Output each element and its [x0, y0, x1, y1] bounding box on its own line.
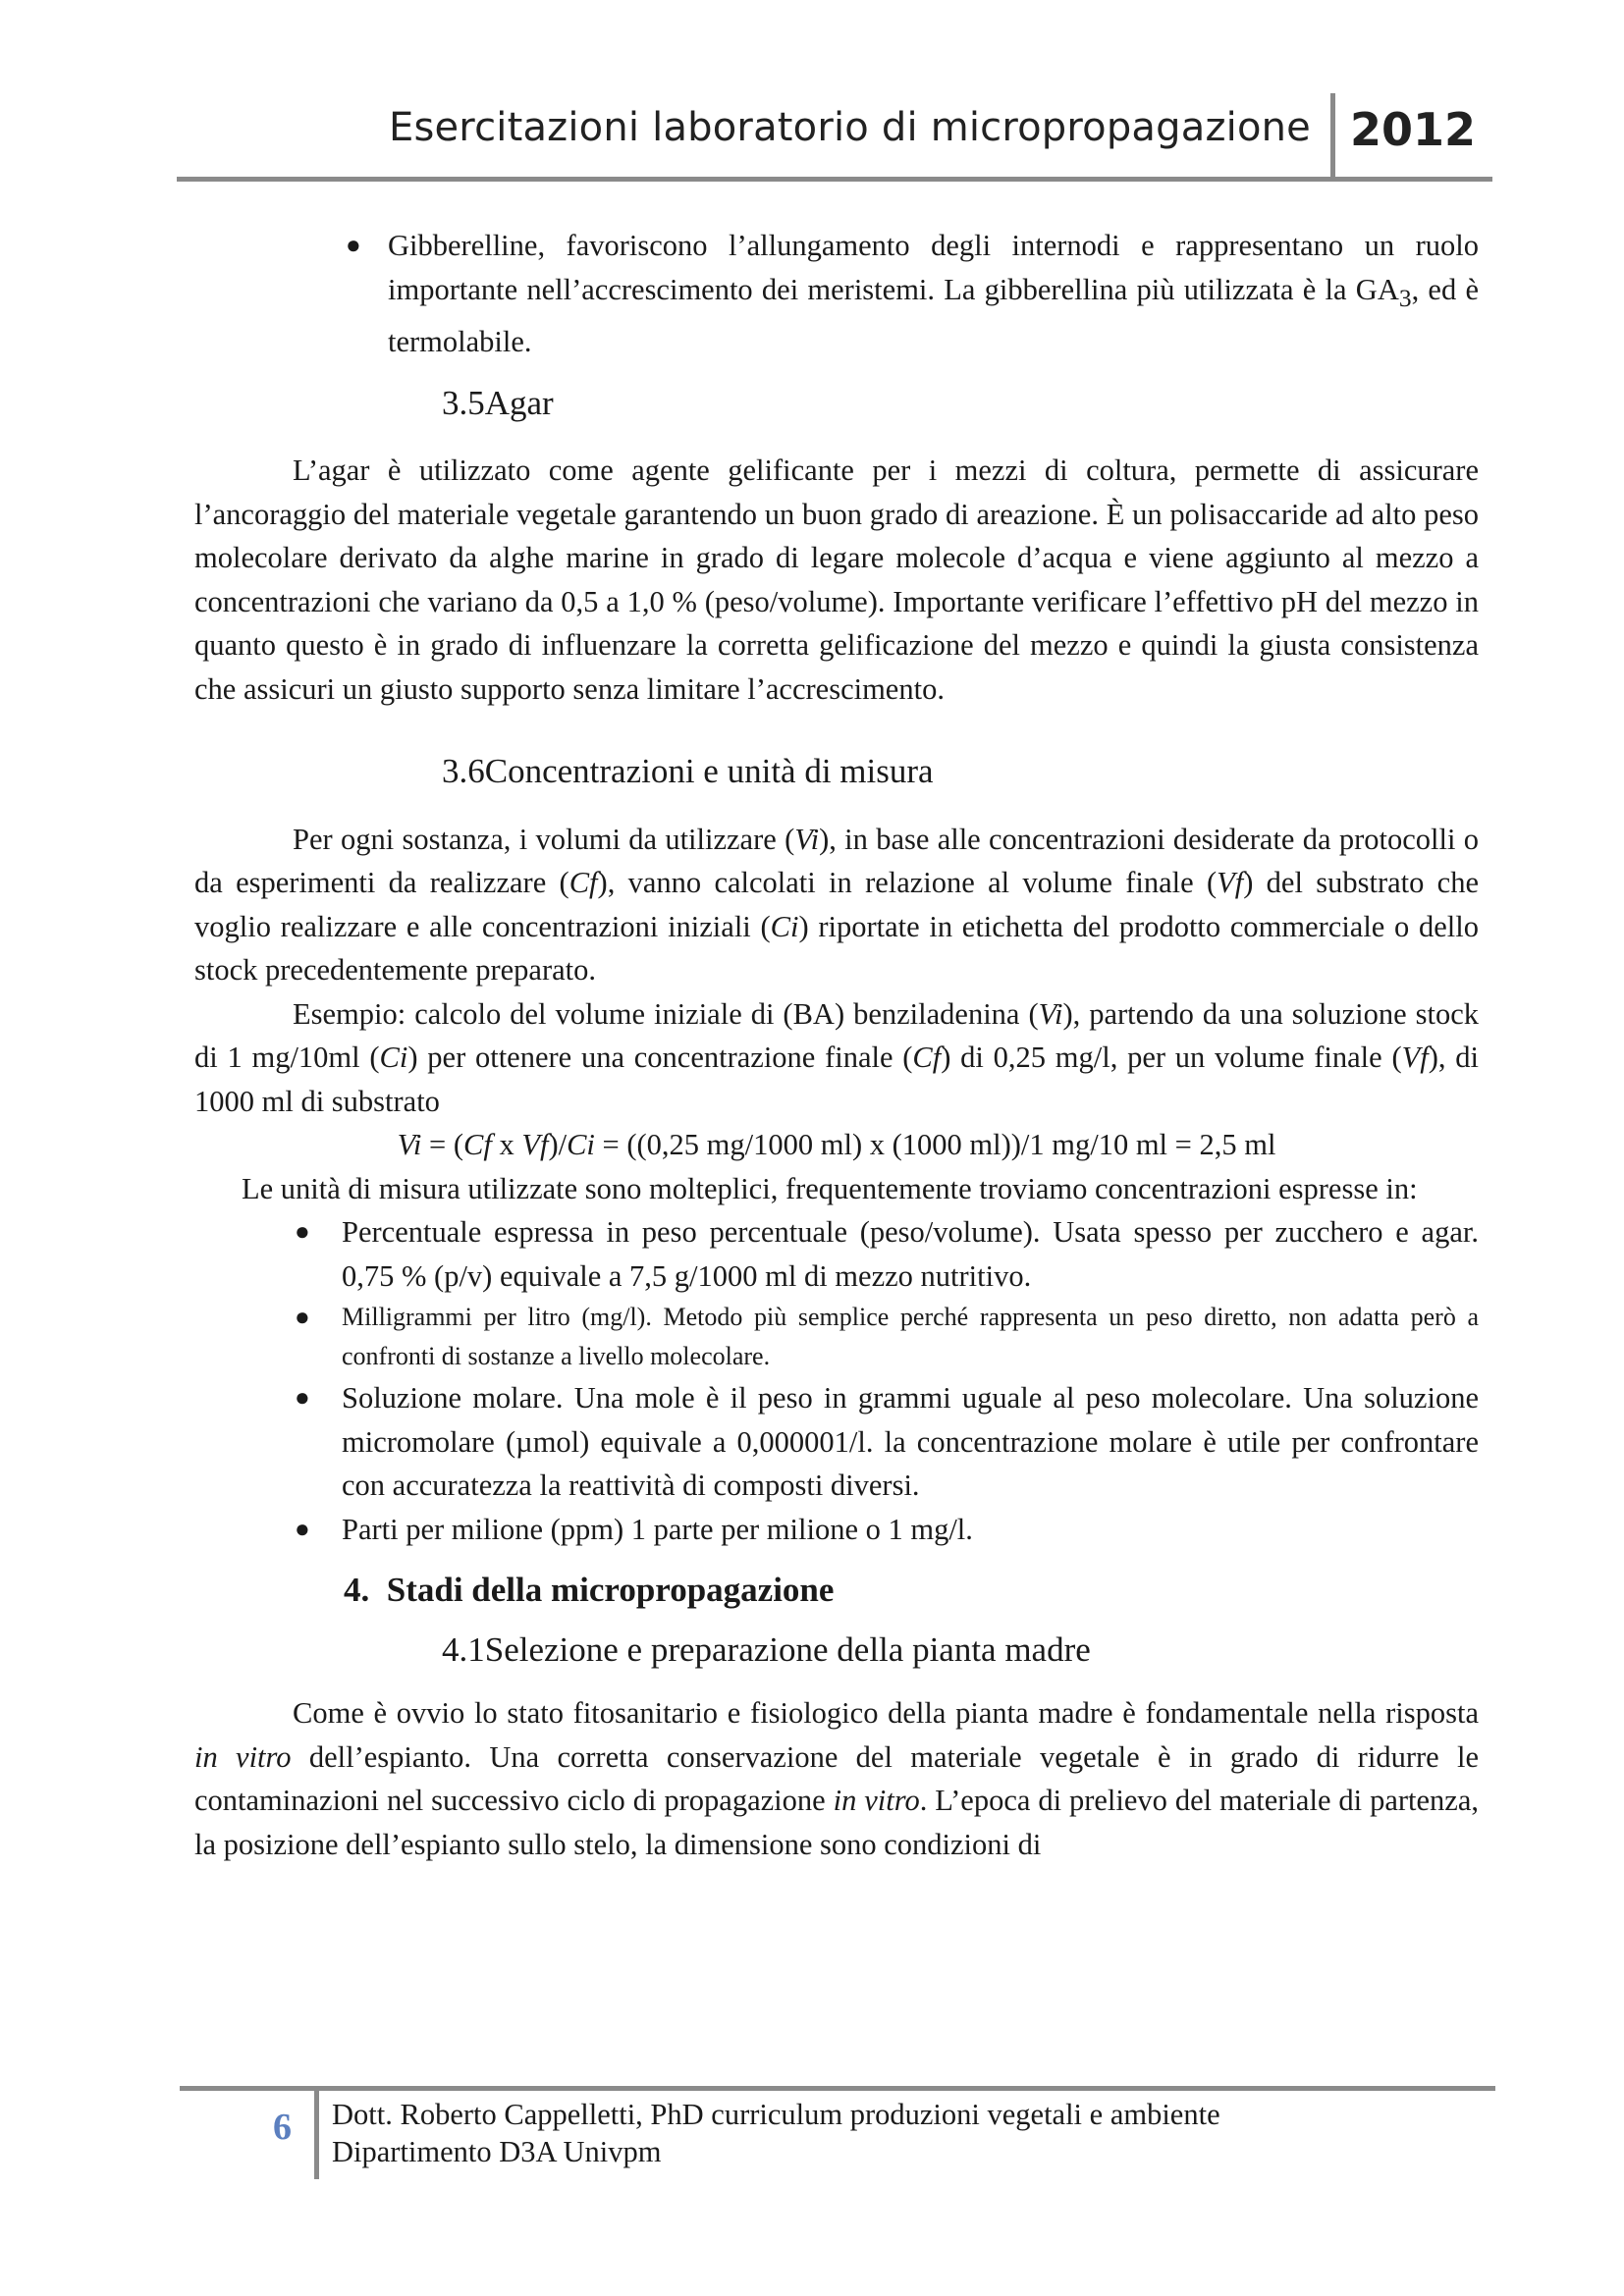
page-number: 6 — [273, 2107, 292, 2148]
page-header — [177, 93, 1492, 182]
section-heading-4-1: 4.1Selezione e preparazione della pianta madre — [442, 1629, 1091, 1669]
header-title: Esercitazioni laboratorio di micropropagazione — [388, 105, 1311, 150]
list-item: ● Milligrammi per litro (mg/l). Metodo più semplice perché rappresenta un peso diretto, non adatta però a confronti di sostanze a livello molecolare. — [342, 1298, 1479, 1376]
list-item: ● Soluzione molare. Una mole è il peso in grammi uguale al peso molecolare. Una soluzione micromolare (µmol) equivale a 0,000001/l. la concentrazione molare è utile per confrontare con accuratezza la reattività di composti diversi. — [342, 1376, 1479, 1508]
bullet-dot-icon: ● — [295, 1514, 310, 1543]
footer-rule — [180, 2086, 1495, 2091]
header-rule — [177, 177, 1492, 182]
header-divider-vertical — [1330, 93, 1335, 182]
example-paragraph: Esempio: calcolo del volume iniziale di (BA) benziladenina (Vi), partendo da una soluzione stock di 1 mg/10ml (Ci) per ottenere una concentrazione finale (Cf) di 0,25 mg/l, per un volume finale (Vf), di 1000 ml di substrato — [194, 996, 1479, 1118]
agar-paragraph: L’agar è utilizzato come agente gelificante per i mezzi di coltura, permette di assicurare l’ancoraggio del materiale vegetale garantendo un buon grado di areazione. È un polisaccaride ad alto peso molecolare derivato da alghe marine in grado di legare molecole d’acqua e viene aggiunto al mezzo a concentrazioni che variano da 0,5 a 1,0 % (peso/volume). Importante verificare l’effettivo pH del mezzo in quanto questo è in grado di influenzare la corretta gelificazione del mezzo e quindi la giusta consistenza che assicuri un giusto supporto senza limitare l’accrescimento. — [194, 454, 1479, 706]
formula: Vi = (Cf x Vf)/Ci = ((0,25 mg/1000 ml) x (1000 ml))/1 mg/10 ml = 2,5 ml — [397, 1128, 1276, 1162]
page-footer — [180, 2086, 1495, 2184]
section-heading-4: 4. Stadi della micropropagazione — [344, 1571, 835, 1610]
bullet-list-top — [194, 224, 1479, 364]
list-item: ● Parti per milione (ppm) 1 parte per milione o 1 mg/l. — [342, 1508, 1479, 1552]
bullet-dot-icon: ● — [295, 1383, 310, 1413]
list-item: ● Percentuale espressa in peso percentuale (peso/volume). Usata spesso per zucchero e agar. 0,75 % (p/v) equivale a 7,5 g/1000 ml di mezzo nutritivo. — [342, 1210, 1479, 1298]
footer-author: Dott. Roberto Cappelletti, PhD curriculum produzioni vegetali e ambiente Dipartimento D3A Univpm — [332, 2098, 1220, 2168]
bullet-dot-icon: ● — [295, 1303, 310, 1332]
bullet-dot-icon: ● — [346, 231, 361, 259]
mother-plant-paragraph: Come è ovvio lo stato fitosanitario e fisiologico della pianta madre è fondamentale nella risposta in vitro dell’espianto. Una corretta conservazione del materiale vegetale è in grado di ridurre le contaminazioni nel successivo ciclo di propagazione in vitro. L’epoca di prelievo del materiale di partenza, la posizione dell’espianto sullo stelo, la dimensione sono condizioni di — [194, 1696, 1480, 1861]
bullet-dot-icon: ● — [295, 1217, 310, 1247]
document-body — [194, 224, 1479, 1866]
section-heading-3-5: 3.5Agar — [442, 383, 554, 422]
section-heading-3-6: 3.6Concentrazioni e unità di misura — [442, 752, 934, 791]
concentration-paragraph: Per ogni sostanza, i volumi da utilizzare (Vi), in base alle concentrazioni desiderate da protocolli o da esperimenti da realizzare (Cf), vanno calcolati in relazione al volume finale (Vf) del substrato che voglio realizzare e alle concentrazioni iniziali (Ci) riportate in etichetta del prodotto commerciale o dello stock precedentemente preparato. — [194, 822, 1479, 988]
header-year: 2012 — [1350, 103, 1477, 156]
units-intro: Le unità di misura utilizzate sono molteplici, frequentemente troviamo concentrazioni espresse in: — [242, 1171, 1418, 1205]
footer-divider-vertical — [314, 2091, 319, 2179]
list-item: ● Gibberelline, favoriscono l’allungamento degli internodi e rappresentano un ruolo importante nell’accrescimento dei meristemi. La gibberellina più utilizzata è la $GA_3$, ed è termolabile. — [388, 224, 1479, 364]
units-list — [194, 1210, 1479, 1551]
